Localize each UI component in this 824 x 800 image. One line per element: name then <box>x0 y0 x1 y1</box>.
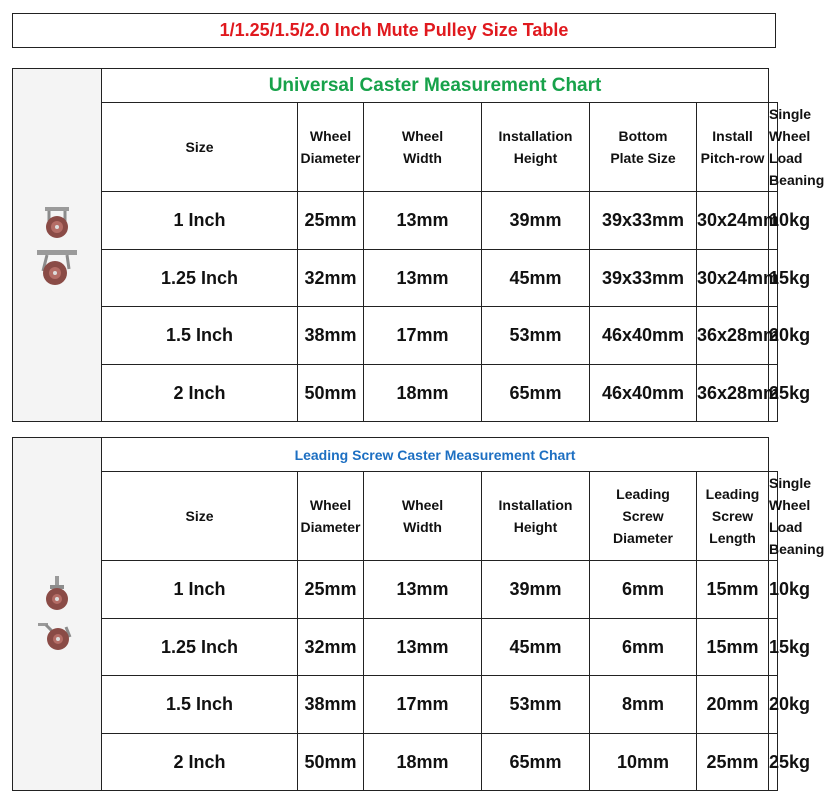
header-line: Single <box>769 106 812 122</box>
table-cell: 45mm <box>482 250 590 307</box>
table-cell: 20kg <box>769 676 778 734</box>
table-row <box>13 307 778 365</box>
header-line: Beaning <box>769 172 824 188</box>
header-line: Leading <box>616 486 670 502</box>
header-line: Wheel <box>769 497 811 513</box>
header-line: Width <box>403 519 442 535</box>
table-cell: 39mm <box>482 192 590 250</box>
header-line: Wheel <box>401 128 444 144</box>
header-line: Plate Size <box>610 150 676 166</box>
table-cell: 10kg <box>769 192 778 250</box>
table-cell: 53mm <box>482 307 590 365</box>
table-row <box>13 561 778 619</box>
swivel-caster-icon <box>33 247 81 287</box>
header-line: Load <box>769 519 803 535</box>
table-cell: 25kg <box>769 365 778 422</box>
table-cell: 13mm <box>364 250 482 307</box>
header-line: Diameter <box>613 530 673 546</box>
table-cell: 15mm <box>697 619 769 676</box>
table-cell: 25mm <box>697 734 769 791</box>
table-row <box>13 250 778 307</box>
header-line: Diameter <box>300 519 361 535</box>
table-cell: 20mm <box>697 676 769 734</box>
table-cell: 2 Inch <box>102 734 298 791</box>
header-line: Height <box>513 150 558 166</box>
header-line: Wheel <box>309 128 352 144</box>
table-cell: 30x24mm <box>697 250 769 307</box>
header-line: Bottom <box>618 128 668 144</box>
table-cell: 32mm <box>298 250 364 307</box>
table-cell: 45mm <box>482 619 590 676</box>
table-cell: 1 Inch <box>102 561 298 619</box>
table-cell: 17mm <box>364 307 482 365</box>
header-line: Leading <box>705 486 760 502</box>
table-cell: 17mm <box>364 676 482 734</box>
table-cell: 10kg <box>769 561 778 619</box>
table-row <box>13 734 778 791</box>
header-line: Diameter <box>300 150 361 166</box>
table-row <box>13 192 778 250</box>
column-header <box>590 103 697 192</box>
column-header <box>102 472 298 561</box>
header-line: Wheel <box>769 128 811 144</box>
table-cell: 50mm <box>298 365 364 422</box>
table-cell: 13mm <box>364 619 482 676</box>
column-header <box>364 472 482 561</box>
table-cell: 13mm <box>364 192 482 250</box>
column-header <box>482 472 590 561</box>
header-line: Wheel <box>401 497 444 513</box>
column-header <box>769 103 824 192</box>
table-row <box>13 365 778 422</box>
fixed-caster-icon <box>37 203 77 243</box>
table-cell: 15mm <box>697 561 769 619</box>
screw-caster-image <box>13 438 102 791</box>
column-header <box>482 103 590 192</box>
column-header <box>590 472 697 561</box>
table-cell: 50mm <box>298 734 364 791</box>
table-cell: 38mm <box>298 676 364 734</box>
table-cell: 39mm <box>482 561 590 619</box>
header-line: Installation <box>498 497 573 513</box>
header-line: Load <box>769 150 803 166</box>
table-cell: 30x24mm <box>697 192 769 250</box>
screw-caster-side-icon <box>36 617 78 653</box>
column-header <box>298 103 364 192</box>
table-cell: 25kg <box>769 734 778 791</box>
table-cell: 25mm <box>298 192 364 250</box>
table-cell: 46x40mm <box>590 307 697 365</box>
header-line: Installation <box>498 128 573 144</box>
header-line: Height <box>513 519 558 535</box>
header-line: Size <box>185 508 214 524</box>
table-cell: 39x33mm <box>590 250 697 307</box>
table-cell: 1.25 Inch <box>102 250 298 307</box>
table-cell: 65mm <box>482 734 590 791</box>
table-row <box>13 619 778 676</box>
table-cell: 53mm <box>482 676 590 734</box>
table-cell: 65mm <box>482 365 590 422</box>
screw-chart-title: Leading Screw Caster Measurement Chart <box>102 438 769 472</box>
table-row <box>13 676 778 734</box>
header-line: Size <box>185 139 214 155</box>
universal-chart-title: Universal Caster Measurement Chart <box>102 69 769 103</box>
header-line: Screw <box>622 508 664 524</box>
table-cell: 46x40mm <box>590 365 697 422</box>
column-header <box>697 472 769 561</box>
table-cell: 36x28mm <box>697 307 769 365</box>
table-cell: 8mm <box>590 676 697 734</box>
column-header <box>364 103 482 192</box>
table-cell: 36x28mm <box>697 365 769 422</box>
table-cell: 18mm <box>364 734 482 791</box>
table-cell: 1.5 Inch <box>102 676 298 734</box>
table-cell: 1.5 Inch <box>102 307 298 365</box>
header-line: Install <box>712 128 753 144</box>
header-line: Wheel <box>309 497 352 513</box>
table-cell: 15kg <box>769 619 778 676</box>
table-cell: 20kg <box>769 307 778 365</box>
column-header <box>298 472 364 561</box>
table-cell: 25mm <box>298 561 364 619</box>
column-header <box>769 472 824 561</box>
header-line: Single <box>769 475 812 491</box>
screw-caster-icon <box>40 575 74 613</box>
header-line: Width <box>403 150 442 166</box>
table-cell: 13mm <box>364 561 482 619</box>
universal-header-row <box>13 103 778 192</box>
universal-caster-image <box>13 69 102 422</box>
column-header <box>102 103 298 192</box>
page-title: 1/1.25/1.5/2.0 Inch Mute Pulley Size Table <box>12 13 776 48</box>
header-line: Pitch-row <box>700 150 765 166</box>
table-cell: 6mm <box>590 561 697 619</box>
leading-screw-caster-chart <box>12 437 824 791</box>
table-cell: 18mm <box>364 365 482 422</box>
column-header <box>697 103 769 192</box>
table-cell: 32mm <box>298 619 364 676</box>
table-cell: 1 Inch <box>102 192 298 250</box>
table-cell: 38mm <box>298 307 364 365</box>
table-cell: 2 Inch <box>102 365 298 422</box>
table-cell: 6mm <box>590 619 697 676</box>
header-line: Beaning <box>769 541 824 557</box>
screw-header-row <box>13 472 778 561</box>
table-cell: 1.25 Inch <box>102 619 298 676</box>
header-line: Screw Length <box>709 508 756 546</box>
universal-caster-chart <box>12 68 824 422</box>
table-cell: 10mm <box>590 734 697 791</box>
table-cell: 15kg <box>769 250 778 307</box>
table-cell: 39x33mm <box>590 192 697 250</box>
